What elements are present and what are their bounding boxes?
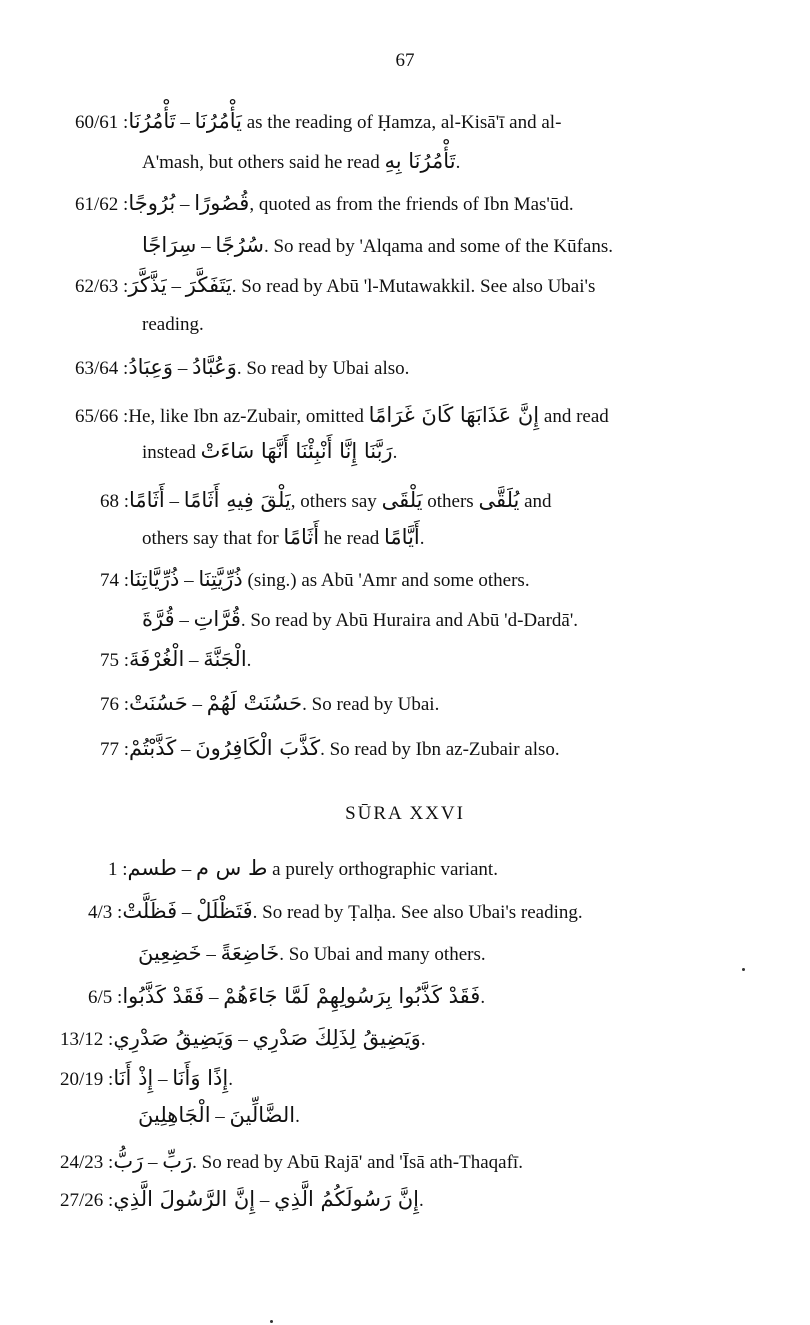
text: A'mash, but others said he read <box>142 152 385 173</box>
text: . <box>228 1069 233 1090</box>
dash: – <box>173 358 193 379</box>
arabic-reading: يَأْمُرُنَا <box>194 109 242 133</box>
sura-entry-line <box>60 1065 233 1093</box>
page-number: 67 <box>395 50 415 71</box>
verse-number: 13/12 : <box>60 1029 114 1050</box>
entry-line <box>75 190 574 218</box>
verse-number: 6/5 : <box>88 987 123 1008</box>
entry-line <box>100 735 560 763</box>
arabic-variant: حَسُنَتْ <box>129 691 188 715</box>
arabic-variant: إِنَّ الرَّسُولَ الَّذِي <box>113 1187 256 1211</box>
arabic-reading: رَبِّ <box>162 1149 193 1173</box>
arabic-reading: يَتَفَكَّرَ <box>185 273 232 297</box>
text: a purely orthographic variant. <box>267 859 498 880</box>
sura-entry-line <box>138 940 486 968</box>
arabic-variant: رَبُّ <box>113 1149 144 1173</box>
entry-line <box>75 402 609 430</box>
arabic-variant: رَبَّنَا إِنَّا أَنْبِئْنَا أَنَّهَا سَاءَتْ <box>200 439 393 463</box>
arabic-reading: وَعُبَّادُ <box>192 355 237 379</box>
sura-entry-line <box>60 1148 523 1176</box>
arabic-reading: سُرُجًا <box>215 233 264 257</box>
verse-number: 76 : <box>100 694 130 715</box>
text: , others say <box>290 491 382 512</box>
dash: – <box>143 1152 163 1173</box>
arabic-reading: ذُرِّيَّتِنَا <box>198 567 243 591</box>
verse-number: 62/63 : <box>75 276 129 297</box>
verse-number: 75 : <box>100 650 130 671</box>
text: and read <box>539 406 609 427</box>
arabic-reading: يَلْقَ فِيهِ أَثَامًا <box>183 488 291 512</box>
arabic-reading: إِذًا وَأَنَا <box>172 1066 229 1090</box>
entry-line <box>75 354 409 382</box>
dash: – <box>255 1190 275 1211</box>
arabic-variant: خَضِعِينَ <box>138 941 202 965</box>
entry-line <box>142 312 204 338</box>
arabic-reading: فَقَدْ كَذَّبُوا بِرَسُولِهِمْ لَمَّا جَاءَهُمْ <box>223 984 481 1008</box>
text: . <box>419 1190 424 1211</box>
page-mark <box>742 968 745 971</box>
entry-line <box>142 438 397 466</box>
arabic-variant: طسم <box>127 856 177 880</box>
arabic-variant: يُلَقَّى <box>478 488 520 512</box>
text: reading. <box>142 314 204 335</box>
arabic-reading: إِنَّ رَسُولَكُمُ الَّذِي <box>274 1187 419 1211</box>
arabic-reading: خَاضِعَةً <box>220 941 280 965</box>
dash: – <box>204 987 224 1008</box>
arabic-variant: ذُرِّيَّاتِنَا <box>129 567 180 591</box>
entry-line <box>75 272 595 300</box>
sura-entry-line <box>60 1186 424 1214</box>
entry-line <box>75 108 561 136</box>
text: . So read by 'Alqama and some of the Kūfans. <box>263 236 614 257</box>
arabic-variant: فَقَدْ كَذَّبُوا <box>122 984 205 1008</box>
text: , quoted as from the friends of Ibn Mas'ūd. <box>249 194 574 215</box>
arabic-variant: يَلْقَى <box>381 488 423 512</box>
arabic-variant: أَثَامًا <box>283 525 320 549</box>
arabic-variant: إِنَّ عَذَابَهَا كَانَ غَرَامًا <box>368 403 540 427</box>
text: . <box>419 528 425 549</box>
arabic-variant: الْغُرْفَةَ <box>129 647 185 671</box>
text: others say that for <box>142 528 284 549</box>
text: others <box>422 491 479 512</box>
entry-line <box>100 566 530 594</box>
verse-number: 68 : <box>100 491 130 512</box>
arabic-variant: الْجَاهِلِينَ <box>138 1103 211 1127</box>
text: . So read by Ṭalḥa. See also Ubai's reading. <box>252 902 583 923</box>
dash: – <box>153 1069 173 1090</box>
entry-line <box>100 646 251 674</box>
arabic-reading: ط س م <box>195 856 268 880</box>
entry-line <box>142 232 613 260</box>
entry-line <box>142 606 578 634</box>
text: he read <box>319 528 385 549</box>
verse-number: 63/64 : <box>75 358 129 379</box>
text: . <box>246 650 252 671</box>
arabic-variant: تَأْمُرُنَا بِهِ <box>384 149 456 173</box>
dash: – <box>176 739 196 760</box>
text: instead <box>142 442 201 463</box>
section-heading: SŪRA XXVI <box>345 803 465 824</box>
arabic-reading: وَيَضِيقُ لِذَلِكَ صَدْرِي <box>252 1026 421 1050</box>
entry-line <box>100 690 439 718</box>
verse-number: 1 : <box>108 859 128 880</box>
dash: – <box>187 694 207 715</box>
text: . So read by Abū Rajā' and 'Īsā ath-Thaqafī. <box>192 1152 523 1173</box>
arabic-variant: يَذَّكَّرَ <box>128 273 167 297</box>
dash: – <box>175 112 195 133</box>
arabic-variant: قُرَّةَ <box>142 607 175 631</box>
arabic-reading: قُرَّاتِ <box>193 607 241 631</box>
sura-entry-line <box>88 983 485 1011</box>
entry-line <box>100 487 552 515</box>
dash: – <box>184 650 204 671</box>
arabic-reading: قُصُورًا <box>194 191 250 215</box>
text: He, like Ibn az-Zubair, omitted <box>128 406 369 427</box>
dash: – <box>210 1106 230 1127</box>
dash: – <box>176 859 196 880</box>
text: . So read by Ubai. <box>302 694 440 715</box>
arabic-variant: وَيَضِيقُ صَدْرِي <box>113 1026 234 1050</box>
text: . <box>480 987 486 1008</box>
sura-entry-line <box>108 855 498 883</box>
dash: – <box>233 1029 253 1050</box>
text: (sing.) as Abū 'Amr and some others. <box>242 570 530 591</box>
text: . So read by Ibn az-Zubair also. <box>320 739 560 760</box>
arabic-reading: فَتَظْلَلْ <box>196 899 253 923</box>
arabic-variant: بُرُوجًا <box>128 191 176 215</box>
verse-number: 74 : <box>100 570 130 591</box>
text: . <box>455 152 461 173</box>
verse-number: 65/66 : <box>75 406 129 427</box>
entry-line <box>142 524 425 552</box>
sura-entry-line <box>138 1102 300 1130</box>
entry-line <box>142 148 460 176</box>
dash: – <box>175 194 195 215</box>
text: . <box>392 442 398 463</box>
dash: – <box>177 902 197 923</box>
verse-number: 27/26 : <box>60 1190 114 1211</box>
text: . So read by Ubai also. <box>236 358 410 379</box>
sura-entry-line <box>60 1025 426 1053</box>
dash: – <box>201 944 221 965</box>
text: . <box>295 1106 300 1127</box>
arabic-reading: كَذَّبَ الْكَافِرُونَ <box>195 736 321 760</box>
text: . So Ubai and many others. <box>279 944 486 965</box>
dash: – <box>164 491 184 512</box>
dash: – <box>166 276 186 297</box>
text: . So read by Abū 'l-Mutawakkil. See also Ubai's <box>231 276 596 297</box>
arabic-reading: الضَّالِّينَ <box>229 1103 296 1127</box>
verse-number: 4/3 : <box>88 902 123 923</box>
page-mark <box>270 1320 273 1323</box>
verse-number: 77 : <box>100 739 130 760</box>
arabic-variant: سِرَاجًا <box>142 233 197 257</box>
verse-number: 24/23 : <box>60 1152 114 1173</box>
arabic-variant: كَذَّبْتُمْ <box>129 736 177 760</box>
sura-entry-line <box>88 898 583 926</box>
arabic-variant: إِذْ أَنَا <box>113 1066 154 1090</box>
arabic-reading: حَسُنَتْ لَهُمْ <box>206 691 303 715</box>
verse-number: 61/62 : <box>75 194 129 215</box>
text: as the reading of Ḥamza, al-Kisā'ī and al- <box>241 112 562 133</box>
arabic-reading: الْجَنَّةَ <box>203 647 247 671</box>
dash: – <box>179 570 199 591</box>
verse-number: 20/19 : <box>60 1069 114 1090</box>
arabic-variant: فَظَلَّتْ <box>122 899 178 923</box>
verse-number: 60/61 : <box>75 112 129 133</box>
dash: – <box>174 610 194 631</box>
text: and <box>519 491 552 512</box>
arabic-variant: أَيَّامًا <box>384 525 420 549</box>
arabic-variant: وَعِبَادُ <box>128 355 174 379</box>
arabic-variant: تَأْمُرُنَا <box>128 109 176 133</box>
text: . So read by Abū Huraira and Abū 'd-Dardā'. <box>240 610 579 631</box>
text: . <box>420 1029 426 1050</box>
arabic-variant: أَثَامًا <box>129 488 165 512</box>
dash: – <box>196 236 216 257</box>
